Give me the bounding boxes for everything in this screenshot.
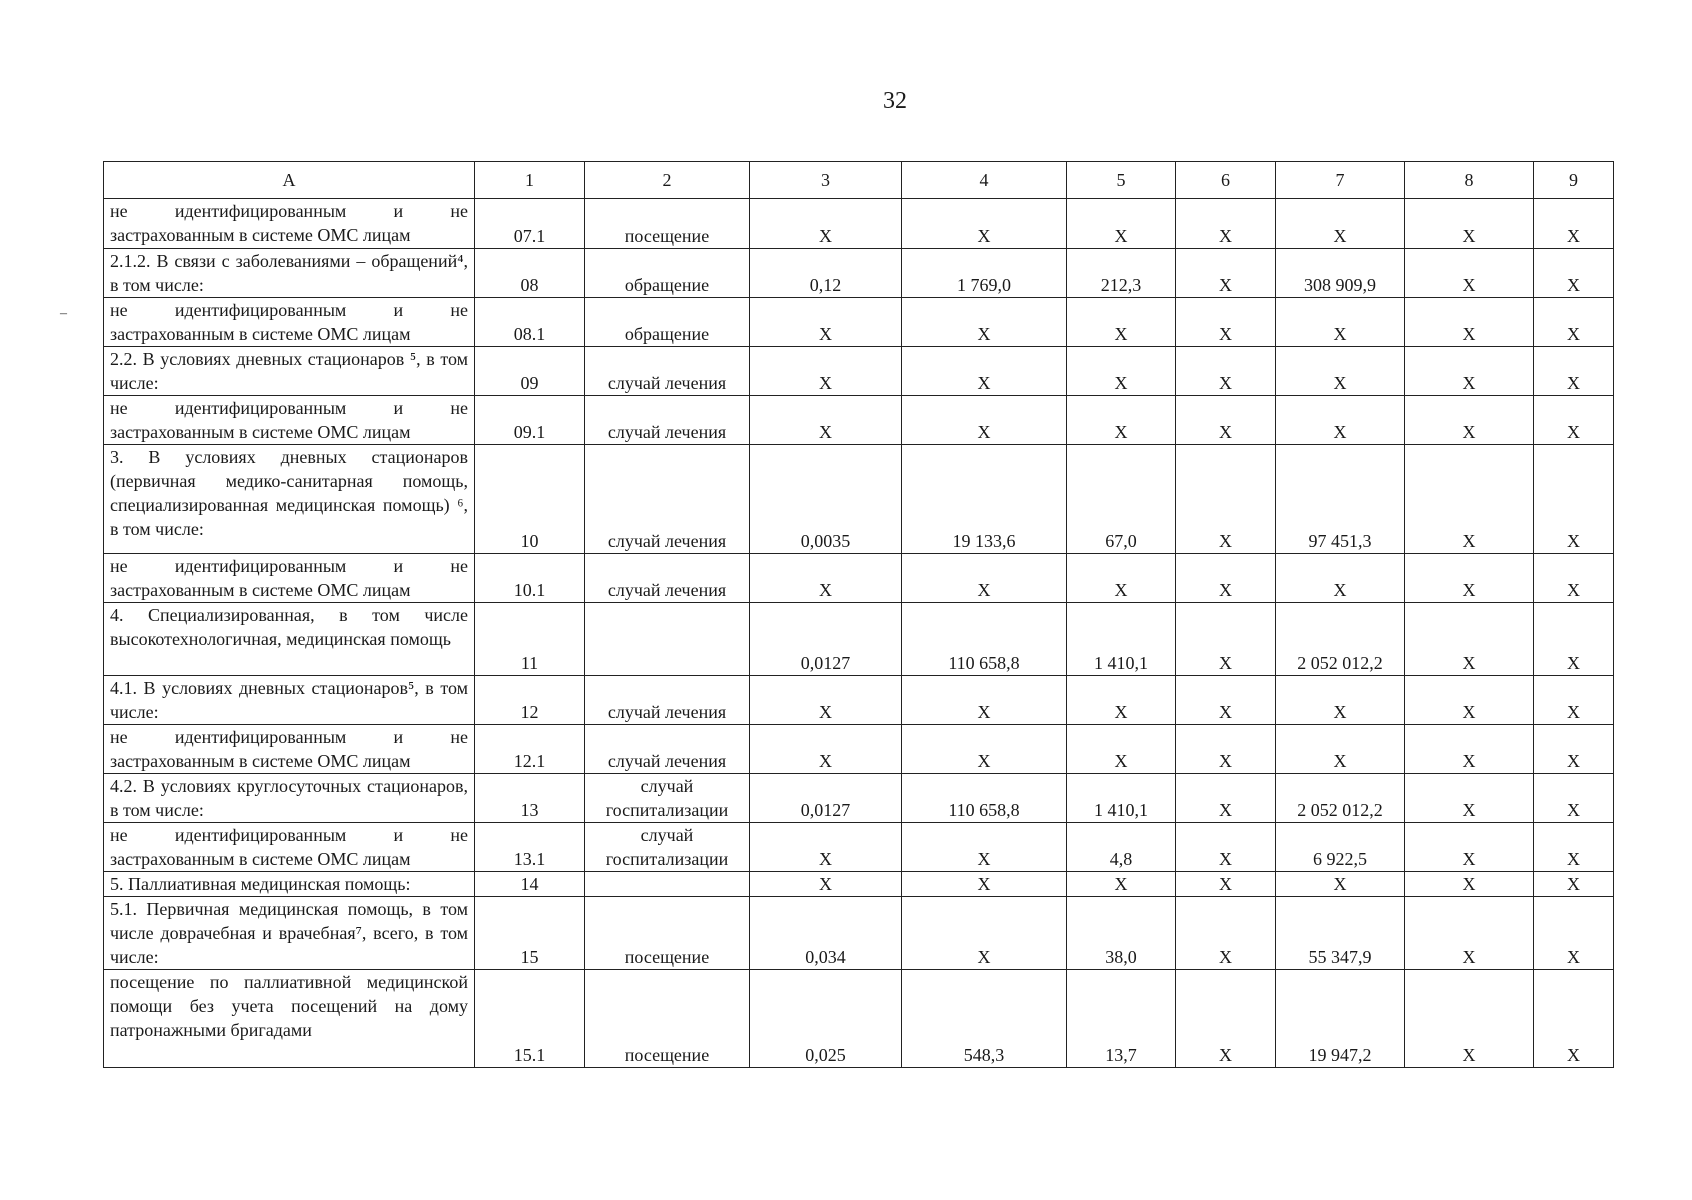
col8-value: Х bbox=[1405, 676, 1534, 725]
col5-value: Х bbox=[1067, 396, 1176, 445]
col3-value: Х bbox=[750, 298, 902, 347]
row-unit: случай лечения bbox=[585, 396, 750, 445]
col4-value: Х bbox=[902, 872, 1067, 897]
col5-value: 67,0 bbox=[1067, 445, 1176, 554]
col7-value: Х bbox=[1276, 298, 1405, 347]
header-cell-6: 6 bbox=[1176, 162, 1276, 199]
col7-value: Х bbox=[1276, 872, 1405, 897]
col6-value: Х bbox=[1176, 603, 1276, 676]
col3-value: 0,0035 bbox=[750, 445, 902, 554]
row-unit: посещение bbox=[585, 970, 750, 1068]
col8-value: Х bbox=[1405, 603, 1534, 676]
col7-value: 19 947,2 bbox=[1276, 970, 1405, 1068]
col9-value: Х bbox=[1534, 676, 1614, 725]
row-unit: обращение bbox=[585, 249, 750, 298]
col4-value: Х bbox=[902, 347, 1067, 396]
col9-value: Х bbox=[1534, 725, 1614, 774]
row-label: не идентифицированным и не застрахованным в системе ОМС лицам bbox=[104, 554, 475, 603]
row-code: 14 bbox=[475, 872, 585, 897]
col9-value: Х bbox=[1534, 554, 1614, 603]
col5-value: Х bbox=[1067, 725, 1176, 774]
col4-value: 1 769,0 bbox=[902, 249, 1067, 298]
col4-value: Х bbox=[902, 396, 1067, 445]
table-row bbox=[104, 970, 1614, 1068]
col6-value: Х bbox=[1176, 725, 1276, 774]
col5-value: 4,8 bbox=[1067, 823, 1176, 872]
row-label: 5. Паллиативная медицинская помощь: bbox=[104, 872, 475, 897]
col9-value: Х bbox=[1534, 603, 1614, 676]
col6-value: Х bbox=[1176, 554, 1276, 603]
row-code: 12.1 bbox=[475, 725, 585, 774]
col9-value: Х bbox=[1534, 298, 1614, 347]
col3-value: Х bbox=[750, 872, 902, 897]
col7-value: Х bbox=[1276, 199, 1405, 249]
data-table bbox=[103, 161, 1614, 1068]
col6-value: Х bbox=[1176, 347, 1276, 396]
col4-value: 19 133,6 bbox=[902, 445, 1067, 554]
col8-value: Х bbox=[1405, 298, 1534, 347]
col9-value: Х bbox=[1534, 396, 1614, 445]
header-row bbox=[104, 162, 1614, 199]
col5-value: 38,0 bbox=[1067, 897, 1176, 970]
col8-value: Х bbox=[1405, 872, 1534, 897]
col4-value: Х bbox=[902, 823, 1067, 872]
col3-value: Х bbox=[750, 823, 902, 872]
table-row bbox=[104, 603, 1614, 676]
header-cell-8: 8 bbox=[1405, 162, 1534, 199]
row-label: 3. В условиях дневных стационаров (первичная медико-санитарная помощь, специализированная медицинская помощь) ⁶, в том числе: bbox=[104, 445, 475, 554]
row-unit: обращение bbox=[585, 298, 750, 347]
col9-value: Х bbox=[1534, 445, 1614, 554]
col7-value: Х bbox=[1276, 554, 1405, 603]
col9-value: Х bbox=[1534, 872, 1614, 897]
col5-value: Х bbox=[1067, 199, 1176, 249]
col7-value: Х bbox=[1276, 676, 1405, 725]
header-cell-2: 2 bbox=[585, 162, 750, 199]
col6-value: Х bbox=[1176, 872, 1276, 897]
col5-value: 1 410,1 bbox=[1067, 774, 1176, 823]
row-code: 15 bbox=[475, 897, 585, 970]
table-row bbox=[104, 347, 1614, 396]
col9-value: Х bbox=[1534, 199, 1614, 249]
col4-value: Х bbox=[902, 897, 1067, 970]
col4-value: Х bbox=[902, 554, 1067, 603]
col3-value: 0,0127 bbox=[750, 774, 902, 823]
col8-value: Х bbox=[1405, 347, 1534, 396]
col3-value: Х bbox=[750, 554, 902, 603]
table-row bbox=[104, 298, 1614, 347]
col7-value: 308 909,9 bbox=[1276, 249, 1405, 298]
row-code: 11 bbox=[475, 603, 585, 676]
col3-value: 0,0127 bbox=[750, 603, 902, 676]
col9-value: Х bbox=[1534, 897, 1614, 970]
row-unit: посещение bbox=[585, 199, 750, 249]
header-cell-7: 7 bbox=[1276, 162, 1405, 199]
header-cell-a: А bbox=[104, 162, 475, 199]
col7-value: Х bbox=[1276, 347, 1405, 396]
col8-value: Х bbox=[1405, 970, 1534, 1068]
row-unit bbox=[585, 603, 750, 676]
col6-value: Х bbox=[1176, 249, 1276, 298]
col6-value: Х bbox=[1176, 897, 1276, 970]
col6-value: Х bbox=[1176, 774, 1276, 823]
row-label: не идентифицированным и не застрахованным в системе ОМС лицам bbox=[104, 823, 475, 872]
row-code: 09.1 bbox=[475, 396, 585, 445]
row-unit: посещение bbox=[585, 897, 750, 970]
stray-mark: – bbox=[60, 306, 67, 321]
col8-value: Х bbox=[1405, 725, 1534, 774]
table-body bbox=[104, 199, 1614, 1068]
col4-value: Х bbox=[902, 676, 1067, 725]
col9-value: Х bbox=[1534, 774, 1614, 823]
col4-value: Х bbox=[902, 298, 1067, 347]
col6-value: Х bbox=[1176, 396, 1276, 445]
col6-value: Х bbox=[1176, 298, 1276, 347]
table-row bbox=[104, 676, 1614, 725]
row-unit bbox=[585, 872, 750, 897]
row-code: 10 bbox=[475, 445, 585, 554]
col7-value: Х bbox=[1276, 396, 1405, 445]
col5-value: Х bbox=[1067, 676, 1176, 725]
table-row bbox=[104, 823, 1614, 872]
col5-value: 13,7 bbox=[1067, 970, 1176, 1068]
col4-value: 548,3 bbox=[902, 970, 1067, 1068]
table-row bbox=[104, 249, 1614, 298]
col8-value: Х bbox=[1405, 396, 1534, 445]
col3-value: Х bbox=[750, 199, 902, 249]
header-cell-3: 3 bbox=[750, 162, 902, 199]
col9-value: Х bbox=[1534, 347, 1614, 396]
row-code: 08.1 bbox=[475, 298, 585, 347]
col3-value: Х bbox=[750, 347, 902, 396]
row-code: 07.1 bbox=[475, 199, 585, 249]
col4-value: 110 658,8 bbox=[902, 774, 1067, 823]
row-unit: случай госпитализации bbox=[585, 774, 750, 823]
col7-value: 55 347,9 bbox=[1276, 897, 1405, 970]
col4-value: Х bbox=[902, 199, 1067, 249]
header-cell-9: 9 bbox=[1534, 162, 1614, 199]
row-label: 2.1.2. В связи с заболеваниями – обращений⁴, в том числе: bbox=[104, 249, 475, 298]
col7-value: 2 052 012,2 bbox=[1276, 774, 1405, 823]
col5-value: Х bbox=[1067, 347, 1176, 396]
col7-value: 97 451,3 bbox=[1276, 445, 1405, 554]
row-unit: случай лечения bbox=[585, 445, 750, 554]
col8-value: Х bbox=[1405, 823, 1534, 872]
col5-value: Х bbox=[1067, 298, 1176, 347]
header-cell-4: 4 bbox=[902, 162, 1067, 199]
col3-value: Х bbox=[750, 676, 902, 725]
table-row bbox=[104, 199, 1614, 249]
table-row bbox=[104, 554, 1614, 603]
col9-value: Х bbox=[1534, 823, 1614, 872]
table-row bbox=[104, 396, 1614, 445]
table-row bbox=[104, 774, 1614, 823]
row-label: не идентифицированным и не застрахованным в системе ОМС лицам bbox=[104, 725, 475, 774]
col7-value: Х bbox=[1276, 725, 1405, 774]
table-row bbox=[104, 872, 1614, 897]
row-unit: случай лечения bbox=[585, 347, 750, 396]
row-unit: случай лечения bbox=[585, 725, 750, 774]
col8-value: Х bbox=[1405, 249, 1534, 298]
col4-value: Х bbox=[902, 725, 1067, 774]
row-label: 5.1. Первичная медицинская помощь, в том числе доврачебная и врачебная⁷, всего, в том числе: bbox=[104, 897, 475, 970]
col3-value: Х bbox=[750, 725, 902, 774]
col5-value: 212,3 bbox=[1067, 249, 1176, 298]
col7-value: 2 052 012,2 bbox=[1276, 603, 1405, 676]
row-code: 15.1 bbox=[475, 970, 585, 1068]
col6-value: Х bbox=[1176, 676, 1276, 725]
col9-value: Х bbox=[1534, 970, 1614, 1068]
row-label: 4. Специализированная, в том числе высокотехнологичная, медицинская помощь bbox=[104, 603, 475, 676]
col6-value: Х bbox=[1176, 199, 1276, 249]
row-code: 08 bbox=[475, 249, 585, 298]
row-label: не идентифицированным и не застрахованным в системе ОМС лицам bbox=[104, 199, 475, 249]
row-unit: случай лечения bbox=[585, 554, 750, 603]
col3-value: 0,025 bbox=[750, 970, 902, 1068]
row-code: 12 bbox=[475, 676, 585, 725]
row-label: посещение по паллиативной медицинской помощи без учета посещений на дому патронажными бригадами bbox=[104, 970, 475, 1068]
row-code: 13.1 bbox=[475, 823, 585, 872]
col9-value: Х bbox=[1534, 249, 1614, 298]
col8-value: Х bbox=[1405, 774, 1534, 823]
row-label: 4.1. В условиях дневных стационаров⁵, в том числе: bbox=[104, 676, 475, 725]
row-label: не идентифицированным и не застрахованным в системе ОМС лицам bbox=[104, 396, 475, 445]
page-number: 32 bbox=[883, 88, 907, 114]
col5-value: 1 410,1 bbox=[1067, 603, 1176, 676]
col6-value: Х bbox=[1176, 823, 1276, 872]
row-unit: случай лечения bbox=[585, 676, 750, 725]
table-row bbox=[104, 897, 1614, 970]
col8-value: Х bbox=[1405, 897, 1534, 970]
col5-value: Х bbox=[1067, 554, 1176, 603]
row-label: 4.2. В условиях круглосуточных стационаров, в том числе: bbox=[104, 774, 475, 823]
col5-value: Х bbox=[1067, 872, 1176, 897]
row-unit: случай госпитализации bbox=[585, 823, 750, 872]
col4-value: 110 658,8 bbox=[902, 603, 1067, 676]
col3-value: 0,12 bbox=[750, 249, 902, 298]
col6-value: Х bbox=[1176, 445, 1276, 554]
row-code: 13 bbox=[475, 774, 585, 823]
data-table-wrapper bbox=[103, 161, 1613, 1068]
header-cell-1: 1 bbox=[475, 162, 585, 199]
col3-value: Х bbox=[750, 396, 902, 445]
col3-value: 0,034 bbox=[750, 897, 902, 970]
col8-value: Х bbox=[1405, 445, 1534, 554]
row-label: 2.2. В условиях дневных стационаров ⁵, в том числе: bbox=[104, 347, 475, 396]
col8-value: Х bbox=[1405, 554, 1534, 603]
row-code: 09 bbox=[475, 347, 585, 396]
col7-value: 6 922,5 bbox=[1276, 823, 1405, 872]
col8-value: Х bbox=[1405, 199, 1534, 249]
header-cell-5: 5 bbox=[1067, 162, 1176, 199]
col6-value: Х bbox=[1176, 970, 1276, 1068]
table-row bbox=[104, 725, 1614, 774]
table-row bbox=[104, 445, 1614, 554]
row-label: не идентифицированным и не застрахованным в системе ОМС лицам bbox=[104, 298, 475, 347]
row-code: 10.1 bbox=[475, 554, 585, 603]
